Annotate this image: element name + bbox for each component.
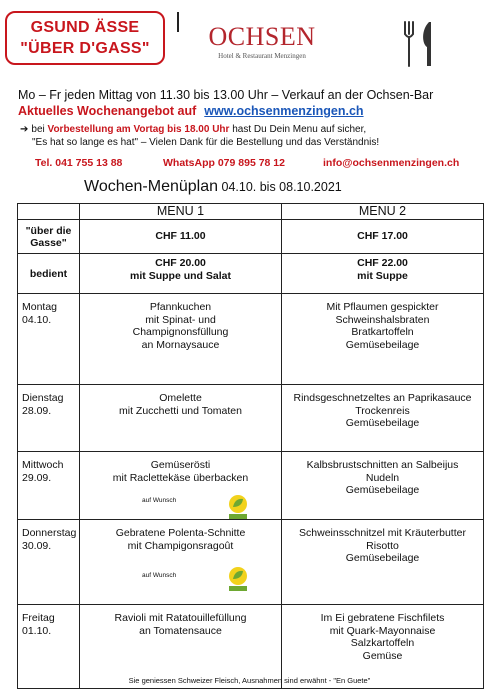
dish-line: Trockenreis <box>355 404 410 417</box>
phone-number[interactable]: Tel. 041 755 13 88 <box>35 157 123 169</box>
email-link[interactable]: info@ochsenmenzingen.ch <box>323 157 460 169</box>
dish-line: mit Suppe <box>357 269 408 282</box>
day-name: Dienstag <box>22 392 64 404</box>
vegan-leaf-icon <box>227 566 249 592</box>
vegan-leaf-icon <box>227 494 249 520</box>
menu-plan-dates: 04.10. bis 08.10.2021 <box>218 180 342 194</box>
dish-line: CHF 11.00 <box>155 230 206 242</box>
menu-2-dish <box>282 294 484 385</box>
dish-line: Ravioli mit Ratatouillefüllung <box>114 612 247 624</box>
price-label <box>18 220 80 254</box>
dish-line: an Tomatensauce <box>139 624 222 637</box>
dish-line: Mit Pflaumen gespickter <box>326 301 439 313</box>
footer-note: Sie geniessen Schweizer Fleisch, Ausnahmen sind erwähnt - "En Guete" <box>128 676 371 685</box>
price-menu-1 <box>80 254 282 294</box>
dish-line: mit Champigonsragoût <box>127 539 234 552</box>
price-menu-2 <box>282 220 484 254</box>
price-row <box>18 220 484 254</box>
preorder-deadline: Vorbestellung am Vortag bis 18.00 Uhr <box>47 124 230 135</box>
day-row <box>18 520 484 605</box>
dish-line: Champignonsfüllung <box>132 326 229 338</box>
dish-line: mit Spinat- und <box>145 313 216 326</box>
header-empty <box>18 204 80 220</box>
dish-line: Gemüsebeilage <box>345 338 420 351</box>
dish-line: Salzkartoffeln <box>350 637 415 649</box>
contact-row <box>0 157 499 171</box>
day-cell <box>18 385 80 452</box>
menu-table <box>17 203 484 689</box>
day-cell <box>18 452 80 520</box>
day-cell <box>18 520 80 605</box>
day-name: Freitag <box>22 612 55 624</box>
day-name: Mittwoch <box>22 459 64 471</box>
header-menu-1: MENU 1 <box>80 204 282 220</box>
preorder-note: ➔ bei Vorbestellung am Vortag bis 18.00 Uhr hast Du Dein Menu auf sicher, <box>20 124 367 135</box>
dish-line: Gemüsebeilage <box>345 484 420 496</box>
menu-1-dish <box>80 452 282 520</box>
divider <box>177 12 179 32</box>
gsund-aesse-stamp <box>5 11 165 65</box>
menu-plan-title: Wochen-Menüplan <box>84 178 219 195</box>
price-menu-1 <box>80 220 282 254</box>
dish-line: Gemüsebeilage <box>345 417 420 429</box>
table-header-row <box>18 204 484 220</box>
dish-line: mit Suppe und Salat <box>130 269 231 282</box>
opening-hours-text: Mo – Fr jeden Mittag von 11.30 bis 13.00 Uhr – Verkauf an der Ochsen-Bar <box>18 88 434 102</box>
dish-line: CHF 22.00 <box>357 257 408 269</box>
logo-subtitle: Hotel & Restaurant Menzingen <box>218 52 306 60</box>
website-link[interactable]: www.ochsenmenzingen.ch <box>204 104 364 118</box>
dish-line: CHF 17.00 <box>357 230 408 242</box>
preorder-note-2: "Es hat so lange es hat" – Vielen Dank für die Bestellung und das Verständnis! <box>32 137 380 148</box>
dish-line: Omelette <box>159 392 202 404</box>
dish-line: Rindsgeschnetzeltes an Paprikasauce <box>293 392 472 404</box>
dish-line: mit Quark-Mayonnaise <box>329 624 436 637</box>
dish-line: Bratkartoffeln <box>351 326 414 338</box>
dish-line: Gemüse <box>362 649 403 662</box>
day-name: Montag <box>22 301 58 313</box>
day-name: Donnerstag <box>22 527 77 539</box>
weekly-offer-text: Aktuelles Wochenangebot auf <box>18 104 197 118</box>
stamp-line-1: GSUND ÄSSE <box>30 19 140 36</box>
dish-line: Gemüsebeilage <box>345 552 420 564</box>
dish-line: Pfannkuchen <box>149 301 212 313</box>
menu-2-dish <box>282 452 484 520</box>
dish-line: Kalbsbrustschnitten an Salbeijus <box>306 459 459 471</box>
dish-line: Im Ei gebratene Fischfilets <box>320 612 445 624</box>
menu-2-dish <box>282 385 484 452</box>
dish-line: an Mornaysauce <box>141 338 220 351</box>
header-menu-2: MENU 2 <box>282 204 484 220</box>
menu-1-dish <box>80 294 282 385</box>
arrow-right-icon: ➔ <box>20 124 29 135</box>
fork-knife-icon <box>399 20 439 68</box>
menu-1-dish <box>80 520 282 605</box>
dish-line: mit Zucchetti und Tomaten <box>119 404 242 417</box>
stamp-line-2: "ÜBER D'GASS" <box>20 40 150 57</box>
ochsen-logo <box>198 24 326 60</box>
day-cell <box>18 294 80 385</box>
on-request-note: auf Wunsch <box>142 497 177 504</box>
day-row <box>18 294 484 385</box>
dish-line: mit Raclettekäse überbacken <box>112 471 249 484</box>
price-label-text: "über die Gasse" <box>25 224 72 249</box>
day-date: 30.09. <box>22 539 52 552</box>
day-date: 04.10. <box>22 313 52 326</box>
dish-line: CHF 20.00 <box>155 257 206 269</box>
dish-line: Nudeln <box>365 471 400 484</box>
menu-1-dish <box>80 385 282 452</box>
whatsapp-number[interactable]: WhatsApp 079 895 78 12 <box>163 157 285 169</box>
dish-line: Risotto <box>366 539 399 552</box>
menu-2-dish <box>282 520 484 605</box>
price-label-text: bedient <box>29 267 68 280</box>
day-date: 28.09. <box>22 404 52 417</box>
dish-line: Schweinsschnitzel mit Kräuterbutter <box>299 527 466 539</box>
dish-line: Schweinshalsbraten <box>335 313 430 326</box>
logo-name: OCHSEN <box>208 22 316 51</box>
dish-line: Gebratene Polenta-Schnitte <box>115 527 246 539</box>
day-date: 29.09. <box>22 471 52 484</box>
price-label <box>18 254 80 294</box>
menu-plan-heading <box>84 178 342 196</box>
price-menu-2 <box>282 254 484 294</box>
day-row <box>18 385 484 452</box>
day-row <box>18 452 484 520</box>
dish-line: Gemüserösti <box>150 459 211 471</box>
day-date: 01.10. <box>22 624 52 637</box>
price-row <box>18 254 484 294</box>
weekly-offer-line <box>18 104 364 118</box>
on-request-note: auf Wunsch <box>142 572 177 579</box>
